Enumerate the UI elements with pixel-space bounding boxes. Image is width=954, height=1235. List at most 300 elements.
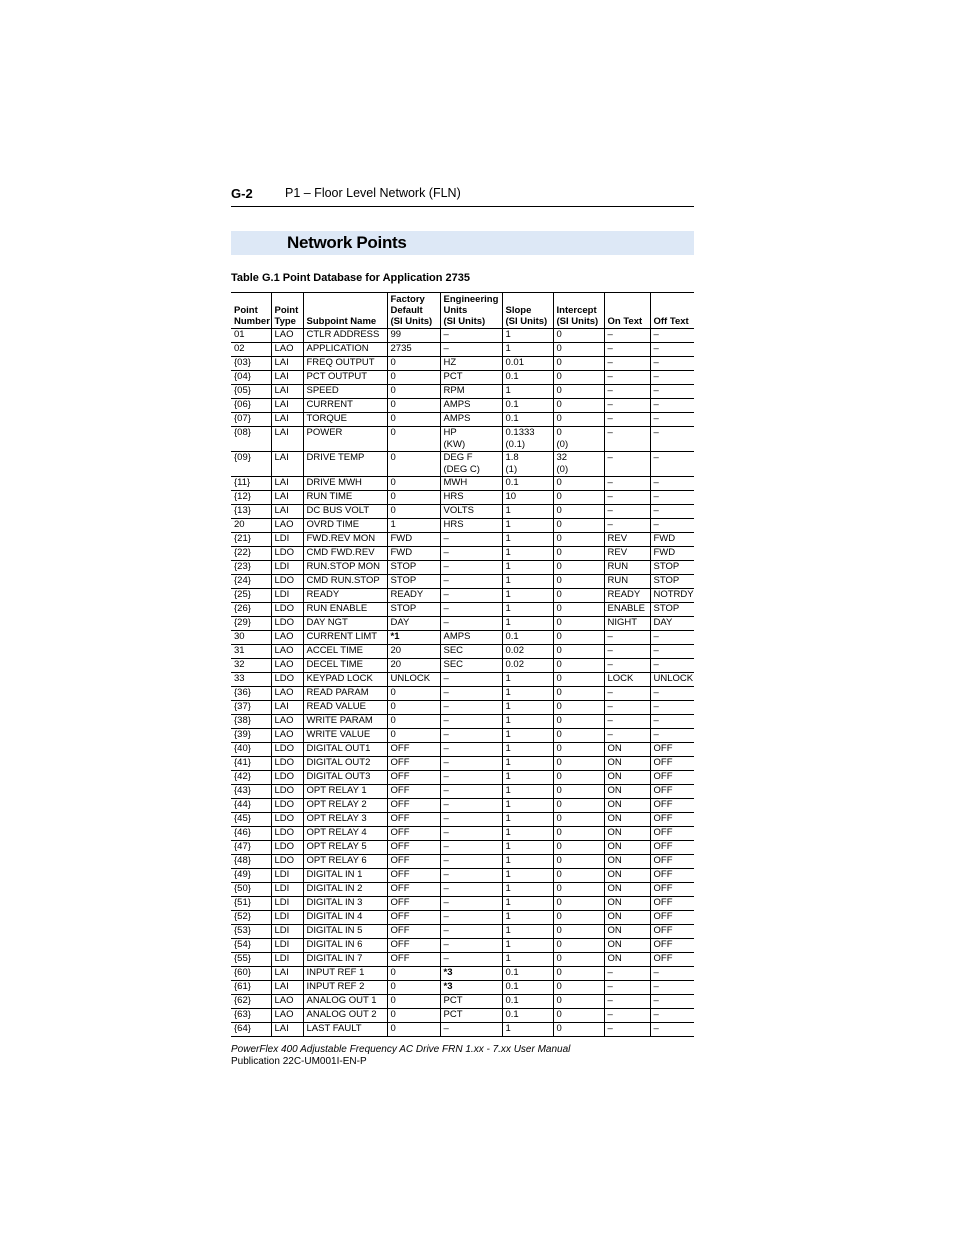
table-cell: – [604,371,650,385]
table-cell: – [604,715,650,729]
table-cell: – [440,785,502,799]
table-cell: LDO [271,841,303,855]
table-cell: 0 [387,385,440,399]
table-cell: – [650,687,694,701]
table-cell: OFF [650,855,694,869]
table-cell: LAI [271,399,303,413]
table-cell: DC BUS VOLT [303,505,387,519]
table-cell: – [440,883,502,897]
table-cell: 0 [553,603,604,617]
table-cell: 0 [553,547,604,561]
table-cell: ON [604,953,650,967]
table-cell: PCT [440,371,502,385]
table-row [231,855,694,869]
column-header: Point Number [231,293,271,329]
table-cell: – [604,631,650,645]
table-cell: {12} [231,491,271,505]
table-cell: {44} [231,799,271,813]
table-cell: UNLOCK [387,673,440,687]
table-cell: ANALOG OUT 1 [303,995,387,1009]
table-cell: {50} [231,883,271,897]
table-cell: – [650,701,694,715]
table-cell: – [650,1009,694,1023]
table-cell: – [440,729,502,743]
table-cell: ON [604,939,650,953]
table-cell: 0.01 [502,357,553,371]
table-cell: OFF [387,897,440,911]
table-cell: 1 [502,785,553,799]
table-cell: ON [604,841,650,855]
table-cell: OFF [387,827,440,841]
table-row [231,799,694,813]
table-cell: 0 [553,329,604,343]
table-row [231,547,694,561]
table-cell: READY [303,589,387,603]
table-cell: 0 [553,343,604,357]
table-row [231,645,694,659]
table-cell: OFF [387,771,440,785]
table-cell: – [650,1023,694,1037]
table-cell: 0 [553,729,604,743]
table-cell: – [604,399,650,413]
table-cell: 0.1 [502,631,553,645]
table-cell: VOLTS [440,505,502,519]
table-cell: 0 [553,505,604,519]
table-row [231,757,694,771]
table-cell: HZ [440,357,502,371]
table-cell: RUN ENABLE [303,603,387,617]
table-cell: 0 [387,371,440,385]
table-cell: – [650,631,694,645]
table-cell: *3 [440,981,502,995]
table-cell: {40} [231,743,271,757]
table-cell: LAI [271,1023,303,1037]
table-cell: ON [604,757,650,771]
table-cell: LAI [271,413,303,427]
table-cell: 0 [553,869,604,883]
table-cell: LAI [271,701,303,715]
table-cell: – [650,477,694,491]
table-cell: OFF [650,939,694,953]
table-cell: ON [604,743,650,757]
table-cell: 1 [502,343,553,357]
table-cell: LAI [271,371,303,385]
table-cell: DAY [387,617,440,631]
table-cell: 0 [553,925,604,939]
table-cell: – [440,743,502,757]
table-cell: DIGITAL IN 1 [303,869,387,883]
table-cell: 0 [553,995,604,1009]
table-cell: {23} [231,561,271,575]
table-cell: – [650,357,694,371]
table-cell: 0 [553,533,604,547]
table-cell: – [604,645,650,659]
table-cell: 0 [553,785,604,799]
table-cell: – [440,897,502,911]
table-cell: 0 [553,967,604,981]
table-cell: OFF [650,785,694,799]
table-cell: LAI [271,357,303,371]
table-cell: {22} [231,547,271,561]
table-cell: LDO [271,785,303,799]
table-cell: DRIVE MWH [303,477,387,491]
table-cell: 1 [502,687,553,701]
table-cell: 30 [231,631,271,645]
table-cell: 32 [231,659,271,673]
table-cell: LDO [271,673,303,687]
table-cell: LAI [271,491,303,505]
table-cell: 0 [553,413,604,427]
table-cell: {49} [231,869,271,883]
table-cell: 0.1 [502,413,553,427]
table-cell: – [604,413,650,427]
footer-publication: Publication 22C-UM001I-EN-P [231,1056,367,1067]
table-cell: *3 [440,967,502,981]
table-cell: ON [604,855,650,869]
column-header: Engineering Units (SI Units) [440,293,502,329]
table-row [231,371,694,385]
table-cell: 0 [553,561,604,575]
table-cell: LAO [271,519,303,533]
table-cell: READ PARAM [303,687,387,701]
table-cell: {24} [231,575,271,589]
table-cell: 1 [502,561,553,575]
table-cell: LAI [271,385,303,399]
table-cell: 0.1 [502,371,553,385]
table-cell: DIGITAL IN 7 [303,953,387,967]
table-row [231,939,694,953]
table-cell: HP (KW) [440,427,502,452]
table-cell: {07} [231,413,271,427]
table-row [231,911,694,925]
table-cell: {39} [231,729,271,743]
table-row [231,715,694,729]
table-cell: 0.1 [502,981,553,995]
table-cell: OFF [650,743,694,757]
table-cell: ON [604,799,650,813]
table-cell: 1 [502,329,553,343]
table-cell: DECEL TIME [303,659,387,673]
table-row [231,452,694,477]
point-database-table [231,292,694,1037]
table-cell: OPT RELAY 2 [303,799,387,813]
table-cell: LDO [271,743,303,757]
page-id: G-2 [231,186,253,201]
table-cell: LAI [271,427,303,452]
table-cell: 0 [553,855,604,869]
table-cell: 0.1 [502,995,553,1009]
table-cell: DIGITAL OUT3 [303,771,387,785]
table-row [231,827,694,841]
table-cell: 0 [387,687,440,701]
table-cell: – [604,995,650,1009]
table-cell: OFF [650,813,694,827]
table-row [231,883,694,897]
table-cell: – [440,589,502,603]
table-cell: FREQ OUTPUT [303,357,387,371]
table-cell: 1 [502,729,553,743]
table-cell: 0 [553,477,604,491]
table-header-row [231,293,694,329]
table-cell: 1 [502,953,553,967]
table-row [231,701,694,715]
table-cell: {38} [231,715,271,729]
table-cell: 1 [502,855,553,869]
table-cell: LDO [271,617,303,631]
table-cell: 0 [553,953,604,967]
table-cell: 1 [502,519,553,533]
table-cell: LDO [271,799,303,813]
table-cell: 0 [553,357,604,371]
table-cell: LDO [271,771,303,785]
table-cell: 02 [231,343,271,357]
table-cell: – [604,452,650,477]
table-cell: {04} [231,371,271,385]
table-cell: PCT [440,1009,502,1023]
table-cell: 0 [387,413,440,427]
table-cell: 0 [553,371,604,385]
table-cell: 0 [553,757,604,771]
table-row [231,617,694,631]
table-cell: READY [387,589,440,603]
table-row [231,869,694,883]
table-cell: LOCK [604,673,650,687]
table-cell: OPT RELAY 1 [303,785,387,799]
table-cell: WRITE PARAM [303,715,387,729]
table-cell: STOP [650,603,694,617]
table-row [231,673,694,687]
table-cell: AMPS [440,631,502,645]
table-cell: – [604,329,650,343]
table-cell: STOP [650,575,694,589]
table-cell: RUN.STOP MON [303,561,387,575]
table-cell: DIGITAL IN 3 [303,897,387,911]
section-title: Network Points [287,233,407,252]
table-cell: 1 [502,589,553,603]
table-cell: – [650,729,694,743]
table-cell: 1 [502,701,553,715]
table-cell: OFF [387,869,440,883]
table-cell: ON [604,813,650,827]
table-cell: OFF [650,799,694,813]
table-cell: FWD [650,547,694,561]
table-cell: LAO [271,659,303,673]
table-cell: STOP [387,561,440,575]
table-cell: 99 [387,329,440,343]
column-header: Subpoint Name [303,293,387,329]
table-cell: 0 [553,385,604,399]
table-cell: 1 [502,715,553,729]
table-cell: LAI [271,452,303,477]
table-cell: – [650,413,694,427]
table-cell: 0 [553,771,604,785]
table-cell: 0 [387,995,440,1009]
table-cell: – [650,659,694,673]
table-cell: 33 [231,673,271,687]
table-cell: 0 [387,357,440,371]
table-cell: {47} [231,841,271,855]
table-cell: 1 [502,1023,553,1037]
table-cell: {64} [231,1023,271,1037]
table-cell: 32 (0) [553,452,604,477]
table-cell: – [650,491,694,505]
table-cell: 0 [553,939,604,953]
table-cell: {06} [231,399,271,413]
table-cell: LDI [271,925,303,939]
table-cell: – [604,729,650,743]
table-cell: OFF [650,771,694,785]
table-cell: 0 [387,729,440,743]
table-cell: – [650,329,694,343]
table-row [231,1009,694,1023]
table-cell: CMD RUN.STOP [303,575,387,589]
table-cell: 0 [553,813,604,827]
table-cell: OFF [650,827,694,841]
table-cell: 0 (0) [553,427,604,452]
table-cell: {41} [231,757,271,771]
table-cell: REV [604,533,650,547]
table-cell: LDO [271,855,303,869]
table-cell: 0.02 [502,645,553,659]
table-cell: LAI [271,967,303,981]
table-cell: {37} [231,701,271,715]
table-cell: HRS [440,491,502,505]
table-cell: *1 [387,631,440,645]
table-cell: – [440,343,502,357]
table-row [231,687,694,701]
table-row [231,1023,694,1037]
table-cell: – [440,673,502,687]
table-cell: DIGITAL IN 4 [303,911,387,925]
table-cell: {11} [231,477,271,491]
table-cell: {55} [231,953,271,967]
table-cell: LDI [271,911,303,925]
table-cell: LDO [271,813,303,827]
table-row [231,491,694,505]
table-cell: 20 [387,659,440,673]
table-cell: LAO [271,329,303,343]
table-cell: LDI [271,953,303,967]
table-cell: 0 [553,1009,604,1023]
table-cell: {52} [231,911,271,925]
page-footer [231,1044,570,1068]
table-cell: {25} [231,589,271,603]
table-cell: DRIVE TEMP [303,452,387,477]
table-cell: RPM [440,385,502,399]
table-cell: 1 [502,617,553,631]
table-cell: OFF [387,883,440,897]
table-cell: {03} [231,357,271,371]
table-row [231,743,694,757]
table-cell: 10 [502,491,553,505]
table-cell: – [440,939,502,953]
table-cell: 0.1 [502,477,553,491]
table-cell: 0 [553,701,604,715]
table-cell: 0.1333 (0.1) [502,427,553,452]
table-cell: 0.1 [502,1009,553,1023]
table-cell: – [604,343,650,357]
table-row [231,357,694,371]
table-cell: APPLICATION [303,343,387,357]
table-row [231,813,694,827]
table-cell: 1 [502,883,553,897]
table-cell: {61} [231,981,271,995]
table-cell: – [604,491,650,505]
table-cell: SPEED [303,385,387,399]
table-cell: {13} [231,505,271,519]
table-cell: TORQUE [303,413,387,427]
table-row [231,477,694,491]
table-cell: – [650,385,694,399]
table-cell: 0 [553,981,604,995]
table-cell: ON [604,897,650,911]
table-cell: SEC [440,659,502,673]
table-cell: 0 [387,477,440,491]
table-cell: 1 [502,939,553,953]
table-cell: {60} [231,967,271,981]
table-cell: – [604,701,650,715]
table-cell: LDI [271,883,303,897]
table-row [231,575,694,589]
table-cell: – [650,505,694,519]
table-cell: OPT RELAY 4 [303,827,387,841]
table-cell: NOTRDY [650,589,694,603]
table-cell: FWD.REV MON [303,533,387,547]
table-cell: DIGITAL IN 2 [303,883,387,897]
table-cell: FWD [387,547,440,561]
table-cell: STOP [387,603,440,617]
table-cell: {48} [231,855,271,869]
table-cell: KEYPAD LOCK [303,673,387,687]
table-row [231,785,694,799]
column-header: Slope (SI Units) [502,293,553,329]
table-cell: DIGITAL IN 6 [303,939,387,953]
table-cell: OFF [387,799,440,813]
table-row [231,533,694,547]
table-cell: – [440,799,502,813]
table-cell: – [604,981,650,995]
table-cell: HRS [440,519,502,533]
table-cell: ANALOG OUT 2 [303,1009,387,1023]
table-cell: LDO [271,575,303,589]
table-cell: – [440,533,502,547]
table-cell: LAO [271,343,303,357]
table-cell: 0 [387,427,440,452]
table-cell: {62} [231,995,271,1009]
table-cell: – [604,385,650,399]
column-header: On Text [604,293,650,329]
table-cell: LDI [271,533,303,547]
table-cell: {08} [231,427,271,452]
table-cell: 0 [387,399,440,413]
header-title: P1 – Floor Level Network (FLN) [285,186,461,200]
table-cell: OFF [387,953,440,967]
table-cell: {36} [231,687,271,701]
table-cell: – [604,1009,650,1023]
table-row [231,841,694,855]
table-cell: 1 [502,771,553,785]
table-cell: – [604,505,650,519]
table-row [231,329,694,343]
table-cell: – [440,687,502,701]
table-cell: – [440,911,502,925]
table-cell: OFF [650,911,694,925]
table-cell: 01 [231,329,271,343]
table-cell: {53} [231,925,271,939]
table-cell: POWER [303,427,387,452]
table-cell: 0 [553,631,604,645]
table-cell: LAI [271,505,303,519]
